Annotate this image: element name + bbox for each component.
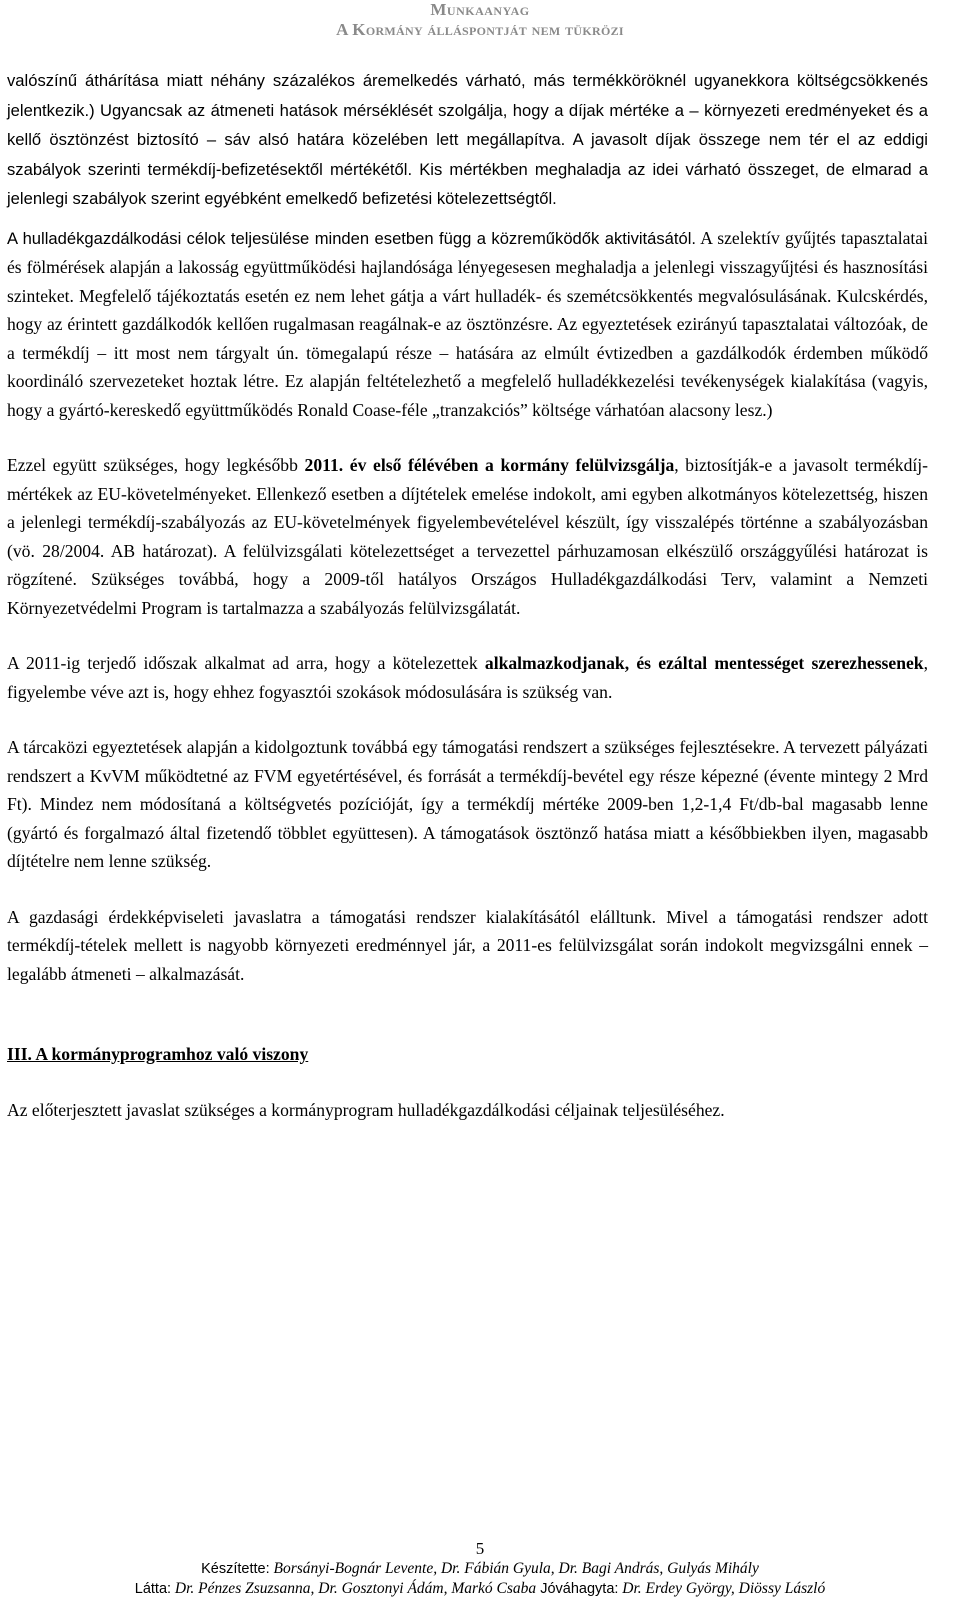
footer-seen-line	[0, 1579, 960, 1599]
approved-by: Dr. Erdey György, Diössy László	[618, 1580, 826, 1597]
prepared-label: Készítette:	[201, 1561, 270, 1577]
paragraph-3	[7, 451, 928, 622]
paragraph-1-bold: valószínű áthárítása miatt néhány százalékos áremelkedés várható, más termékköröknél ugyanekkora költségcsökkenés	[7, 71, 928, 90]
paragraph-4-text: , figyelembe véve azt is, hogy ehhez fogyasztói szokások módosulására is szükség van.	[7, 653, 928, 702]
paragraph-6: A gazdasági érdekképviseleti javaslatra a támogatási rendszer kialakításától elálltunk. Mivel a támogatási rendszer adott termékdíj-tételek mellett is nagyobb környezeti eredménnyel jár, a 2011-es felülvizsgálat során indokolt megvizsgálni ennek – legalább átmeneti – alkalmazását.	[7, 906, 928, 984]
paragraph-4	[7, 649, 928, 706]
paragraph-1-sentence-3: Kis mértékben meghaladja az idei várható összeget, de elmarad a jelenlegi szabályok szerint egyébként emelkedő befizetési kötelezettségtől.	[7, 159, 928, 208]
paragraph-5: A tárcaközi egyeztetések alapján a kidolgoztunk továbbá egy támogatási rendszert a szükséges fejlesztésekre. A tervezett pályázati rendszert a KvVM működtetné az FVM egyetértésével, és forrását a termékdíj-bevétel egy része képezné (évente mintegy 2 Mrd Ft). Mindez nem módosítaná a költségvetés pozícióját, így a termékdíj mértéke 2009-ben 1,2-1,4 Ft/db-bal magasabb lenne (gyártó és forgalmazó által fizetendő többlet együttesen). A támogatások ösztönző hatása miatt a későbbiekben ilyen, magasabb díjtételre nem lenne szükség.	[7, 737, 928, 871]
draft-label: Munkaanyag	[430, 0, 530, 19]
paragraph-2-text: A szelektív gyűjtés tapasztalatai és fölmérések alapján a lakosság együttműködési hajlandósága lényegesesen meghaladja a jelenlegi visszagyűjtési és hasznosítási szinteket. Megfelelő tájékoztatás esetén ez nem lehet gátja a várt hulladék- és szemétcsökkentés megvalósulásának. Kulcskérdés, hogy az érintett gazdálkodók kellően rugalmasan reagálnak-e az ösztönzésre. Az egyeztetések ezirányú tapasztalatai változóak, de a termékdíj – itt most nem tárgyalt ún. tömegalapú része – hatására az elmúlt évtizedben a gazdálkodók érdemben működő koordináló szervezeteket hoztak létre. Ez alapján feltételezhető a megfelelő hulladékkezelési tevékenységek kialakítása (vagyis, hogy a gyártó-kereskedő együttműködés Ronald Coase-féle „tranzakciós” költsége várhatóan alacsony lesz.)	[7, 227, 928, 420]
paragraph-3-lead: Ezzel együtt szükséges, hogy legkésőbb	[7, 455, 305, 475]
paragraph-2	[7, 224, 928, 425]
section-heading: III. A kormányprogramhoz való viszony	[7, 1044, 309, 1064]
paragraph-4-lead: A 2011-ig terjedő időszak alkalmat ad arra, hogy a kötelezettek	[7, 653, 485, 673]
seen-label: Látta:	[134, 1581, 172, 1597]
document-body	[7, 66, 928, 1124]
paragraph-1-sentence-2: A javasolt díjak összege nem tér el az eddigi szabályok szerinti termékdíj-befizetésektől mértékétől.	[7, 130, 928, 179]
paragraph-1-text: jelentkezik.) Ugyancsak az átmeneti hatások mérséklését szolgálja, hogy a díjak mértéke a – környezeti eredményeket és a kellő ösztönzést biztosító – sáv alsó határa közelében lett megállapítva.	[7, 100, 928, 149]
page-number: 5	[475, 1539, 485, 1558]
disclaimer-label: A Kormány álláspontját nem tükrözi	[336, 19, 624, 39]
seen-by: Dr. Pénzes Zsuzsanna, Dr. Gosztonyi Ádám, Markó Csaba	[171, 1580, 537, 1597]
footer-prepared-line	[0, 1559, 960, 1579]
paragraph-4-bold: alkalmazkodjanak, és ezáltal mentességet szerezhessenek	[484, 653, 924, 673]
paragraph-3-text: , biztosítják-e a javasolt termékdíj-mértékek az EU-követelményeket. Ellenkező esetben a díjtételek emelése indokolt, ami egyben alkotmányos kötelezettség, hiszen a jelenlegi termékdíj-szabályozás az EU-követelmények figyelembevételével készült, így visszalépés történne a szabályozásban (vö. 28/2004. AB határozat). A felülvizsgálati kötelezettséget a tervezettel párhuzamosan elkészülő országgyűlési határozat is rögzítené. Szükséges továbbá, hogy a 2009-től hatályos Országos Hulladékgazdálkodási Terv, valamint a Nemzeti Környezetvédelmi Program is tartalmazza a szabályozás felülvizsgálatát.	[7, 455, 928, 618]
approved-label: Jóváhagyta:	[536, 1581, 619, 1597]
paragraph-2-sentence-1: A hulladékgazdálkodási célok teljesülése minden esetben függ a közreműködők aktivitásától.	[7, 228, 697, 248]
paragraph-3-bold: 2011. év első félévében a kormány felülvizsgálja	[304, 455, 675, 475]
prepared-by: Borsányi-Bognár Levente, Dr. Fábián Gyula, Dr. Bagi András, Gulyás Mihály	[269, 1560, 759, 1577]
paragraph-7: Az előterjesztett javaslat szükséges a kormányprogram hulladékgazdálkodási céljainak teljesüléséhez.	[7, 1099, 725, 1120]
page-header	[0, 0, 960, 39]
page-footer	[0, 1539, 960, 1599]
paragraph-1	[7, 66, 928, 214]
